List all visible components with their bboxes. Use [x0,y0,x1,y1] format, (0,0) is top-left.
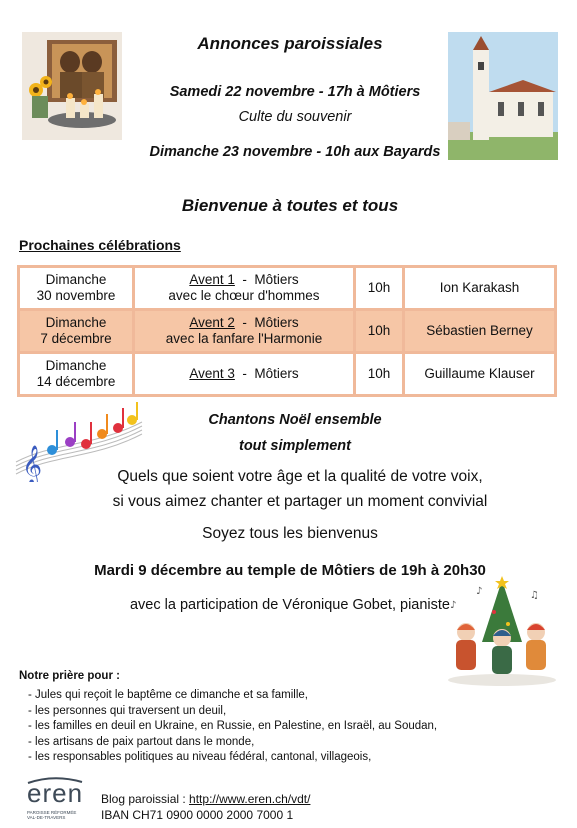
logo-subtitle: PAROISSE RÉFORMÉE VAL-DE-TRAVERS [27,810,77,820]
carolers-illustration [446,572,558,688]
welcome-heading: Bienvenue à toutes et tous [181,196,399,215]
time-cell: 10h [355,267,404,310]
list-item: - les familles en deuil en Ukraine, en Russie, en Palestine, en Israël, au Soudan, [28,720,438,732]
blog-link[interactable]: http://www.eren.ch/vdt/ [189,792,311,806]
prayer-list [28,688,437,766]
announcement-sunday: Dimanche 23 novembre - 10h aux Bayards [149,144,441,160]
svg-text:♫: ♫ [530,590,539,601]
svg-text:♪: ♪ [476,586,483,597]
date-cell: Dimanche 30 novembre [19,267,134,310]
table-row [19,353,556,396]
list-item: - Jules qui reçoit le baptême ce dimanche et sa famille, [28,689,308,701]
date-cell: Dimanche 14 décembre [19,353,134,396]
prayer-title: Notre prière pour : [19,670,120,682]
noel-date: Mardi 9 décembre au temple de Môtiers de 19h à 20h30 [94,562,486,579]
officiant-cell: Sébastien Berney [404,310,556,353]
time-cell: 10h [355,310,404,353]
logo-text: eren [27,778,84,808]
svg-text:♪: ♪ [450,600,457,611]
announcement-saturday-subtitle: Culte du souvenir [238,109,352,125]
event-link: Avent 3 [189,366,235,381]
officiant-cell: Guillaume Klauser [404,353,556,396]
time-cell: 10h [355,353,404,396]
event-link: Avent 1 [189,272,235,287]
event-link: Avent 2 [189,315,235,330]
celebrations-table [17,265,557,397]
table-row [19,310,556,353]
iban: IBAN CH71 0900 0000 2000 7000 1 [101,808,294,822]
noel-welcome: Soyez tous les bienvenus [202,525,378,542]
celebrations-heading: Prochaines célébrations [19,237,181,253]
officiant-cell: Ion Karakash [404,267,556,310]
noel-subtitle: tout simplement [239,438,351,454]
church-photo [448,32,558,160]
event-cell: Avent 1 - Môtiers avec le chœur d'hommes [134,267,355,310]
date-cell: Dimanche 7 décembre [19,310,134,353]
noel-participation: avec la participation de Véronique Gobet, pianiste [129,597,450,613]
page-title: Annonces paroissiales [197,34,383,53]
announcement-saturday: Samedi 22 novembre - 17h à Môtiers [169,84,421,100]
noel-title: Chantons Noël ensemble [208,412,382,428]
list-item: - les personnes qui traversent un deuil, [28,704,227,717]
list-item: - les artisans de paix partout dans le monde, [28,735,255,748]
list-item: - les responsables politiques au niveau fédéral, cantonal, villageois, [28,751,372,763]
noel-invitation: Quels que soient votre âge et la qualité de votre voix, si vous aimez chanter et partager un moment convivial [112,468,488,510]
svg-text:𝄞: 𝄞 [22,445,43,482]
event-cell: Avent 3 - Môtiers [134,353,355,396]
table-row [19,267,556,310]
candles-icon-photo [22,32,122,140]
footer-info: Blog paroissial : http://www.eren.ch/vdt/ IBAN CH71 0900 0000 2000 7000 1 [101,792,311,822]
event-cell: Avent 2 - Môtiers avec la fanfare l'Harmonie [134,310,355,353]
